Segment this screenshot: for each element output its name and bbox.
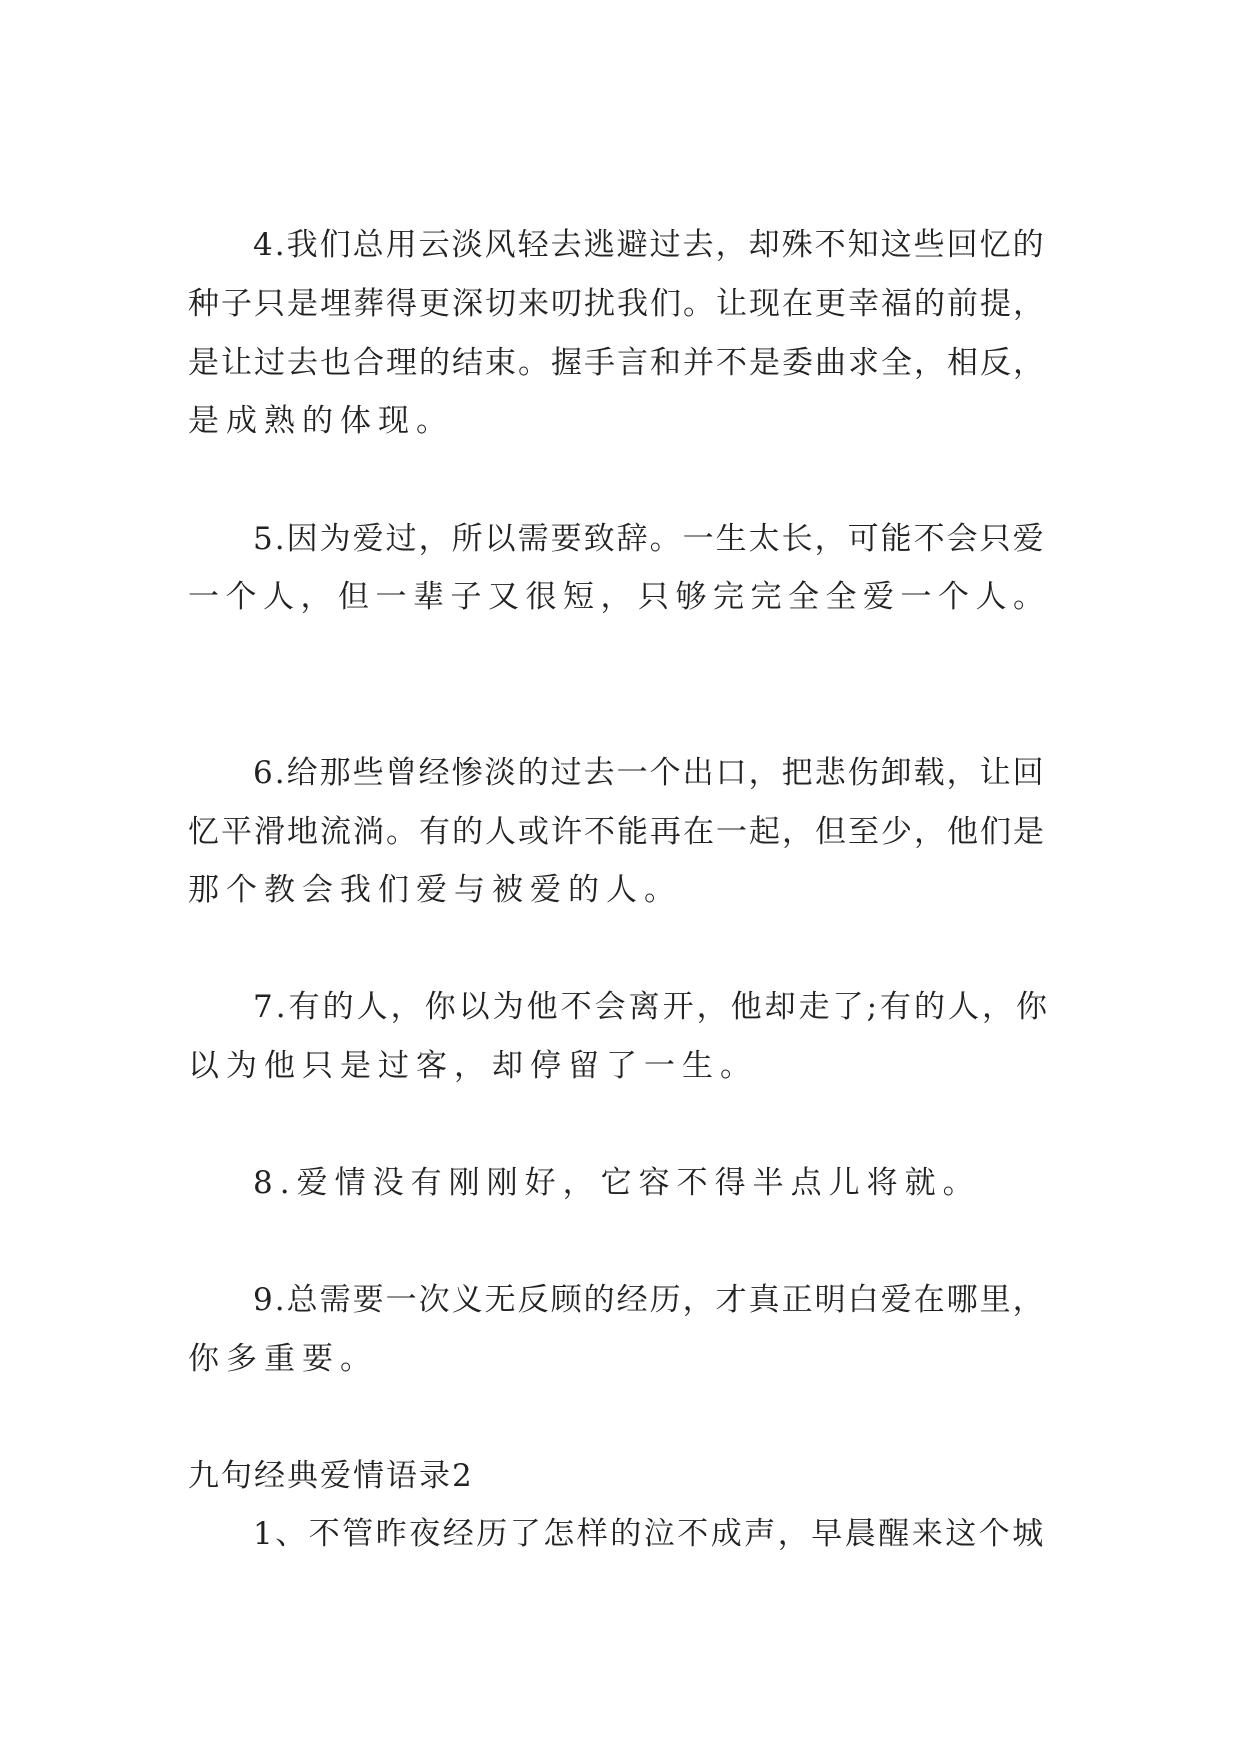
paragraph-line: 以为他只是过客，却停留了一生。 bbox=[188, 1048, 758, 1084]
paragraph-line: 7.有的人，你以为他不会离开，他却走了;有的人，你 bbox=[253, 989, 1051, 1025]
paragraph-line: 6.给那些曾经惨淡的过去一个出口，把悲伤卸载，让回 bbox=[253, 755, 1046, 791]
paragraph-line: 是让过去也合理的结束。握手言和并不是委曲求全，相反， bbox=[188, 345, 1046, 381]
paragraph-line: 是成熟的体现。 bbox=[188, 403, 454, 439]
paragraph-line: 9.总需要一次义无反顾的经历，才真正明白爱在哪里， bbox=[253, 1282, 1046, 1318]
paragraph-line: 忆平滑地流淌。有的人或许不能再在一起，但至少，他们是 bbox=[188, 814, 1046, 850]
paragraph-line: 1、不管昨夜经历了怎样的泣不成声，早晨醒来这个城 bbox=[253, 1516, 1046, 1552]
paragraph-line: 你多重要。 bbox=[188, 1341, 378, 1377]
paragraph-line: 8.爱情没有刚刚好，它容不得半点儿将就。 bbox=[253, 1165, 981, 1201]
paragraph-line: 一个人，但一辈子又很短，只够完完全全爱一个人。 bbox=[188, 579, 1051, 615]
paragraph-line: 种子只是埋葬得更深切来叨扰我们。让现在更幸福的前提， bbox=[188, 286, 1046, 322]
paragraph-line: 4.我们总用云淡风轻去逃避过去，却殊不知这些回忆的 bbox=[253, 227, 1046, 263]
paragraph-line: 5.因为爱过，所以需要致辞。一生太长，可能不会只爱 bbox=[253, 521, 1046, 557]
paragraph-line: 那个教会我们爱与被爱的人。 bbox=[188, 872, 682, 908]
section-heading: 九句经典爱情语录2 bbox=[188, 1458, 474, 1494]
